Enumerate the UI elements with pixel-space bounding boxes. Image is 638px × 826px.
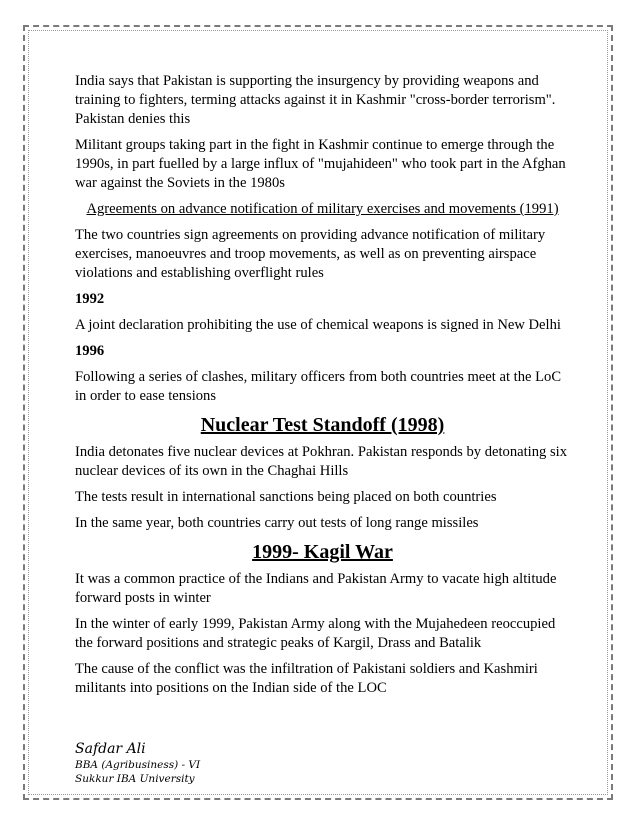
kargil-heading: 1999- Kagil War: [252, 541, 393, 563]
nuclear-paragraph: In the same year, both countries carry out tests of long range missiles: [75, 515, 479, 531]
author-program: BBA (Agribusiness) - VI: [75, 759, 201, 771]
author-footer: [75, 740, 200, 786]
author-university: Sukkur IBA University: [75, 773, 195, 785]
paragraph-insurgency: India says that Pakistan is supporting the insurgency by providing weapons and training to fighters, terming attacks against it in Kashmir "cross-border terrorism". Pakistan denies this: [75, 73, 556, 127]
kargil-paragraph: It was a common practice of the Indians and Pakistan Army to vacate high altitude forward posts in winter: [75, 571, 557, 606]
paragraph-militant-groups: Militant groups taking part in the fight in Kashmir continue to emerge through the 1990s, in part fuelled by a large influx of "mujahideen" who took part in the Afghan war against the Soviets in the 1980s: [75, 137, 566, 191]
year-1992-text: A joint declaration prohibiting the use of chemical weapons is signed in New Delhi: [75, 317, 561, 333]
year-1992-label: 1992: [75, 291, 105, 307]
year-1996-text: Following a series of clashes, military officers from both countries meet at the LoC in order to ease tensions: [75, 369, 562, 404]
agreements-text: The two countries sign agreements on providing advance notification of military exercises, manoeuvres and troop movements, as well as on preventing airspace violations and establishing overflight rules: [75, 227, 546, 281]
nuclear-paragraph: The tests result in international sanctions being placed on both countries: [75, 489, 497, 505]
nuclear-heading: Nuclear Test Standoff (1998): [200, 414, 445, 436]
document-body: [75, 72, 570, 705]
nuclear-paragraph: India detonates five nuclear devices at Pokhran. Pakistan responds by detonating six nuclear devices of its own in the Chaghai Hills: [75, 444, 568, 479]
kargil-paragraph: The cause of the conflict was the infiltration of Pakistani soldiers and Kashmiri militants into positions on the Indian side of the LOC: [75, 661, 538, 696]
year-1996-label: 1996: [75, 343, 105, 359]
author-name: Safdar Ali: [75, 741, 146, 757]
agreements-heading: Agreements on advance notification of military exercises and movements (1991): [86, 201, 559, 217]
kargil-paragraph: In the winter of early 1999, Pakistan Army along with the Mujahedeen reoccupied the forward positions and strategic peaks of Kargil, Drass and Batalik: [75, 616, 556, 651]
